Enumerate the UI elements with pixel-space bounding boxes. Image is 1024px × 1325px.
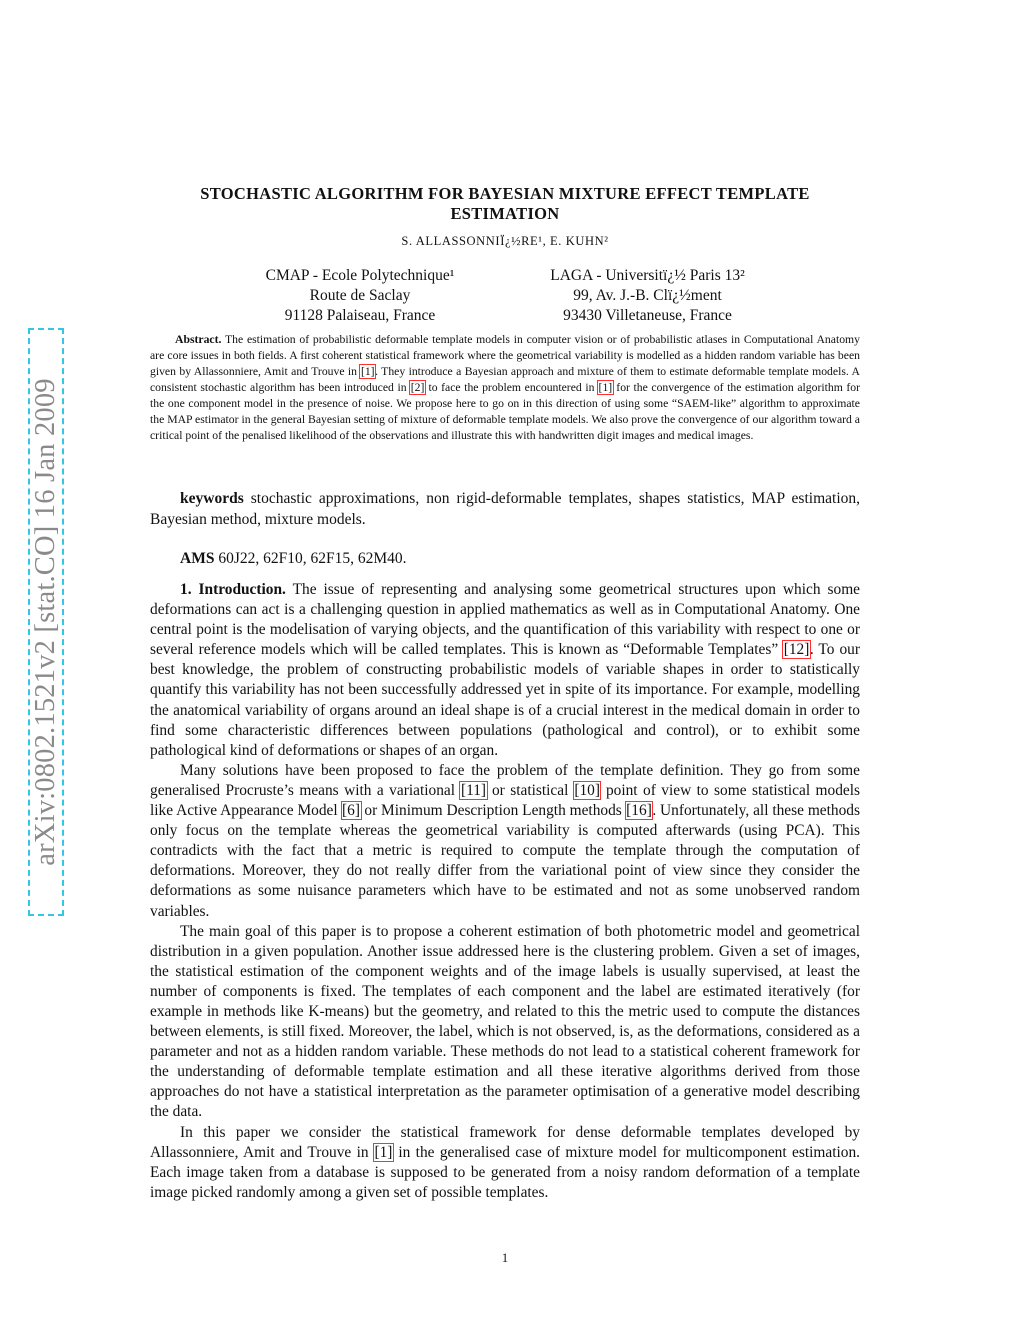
ams-label: AMS	[180, 550, 215, 567]
paragraph-text: in the generalised case of mixture model for multicomponent estimation. Each image taken from a database is supposed to be generated from a noisy random deformation of a template image picked randomly among a given set of possible templates.	[150, 1143, 860, 1201]
paragraph-text: The issue of representing and analysing some geometrical structures upon which some deformations can act is a challenging question in applied mathematics as well as in Computational Anatomy. One central point is the modelisation of varying objects, and the quantification of this variability with respect to one or several reference models which will be called templates. This is known as “Deformable Templates”	[150, 581, 860, 659]
citation-link[interactable]: [1]	[360, 365, 375, 378]
affiliation-left-line3: 91128 Palaiseau, France	[284, 307, 436, 324]
citation-link[interactable]: [16]	[626, 802, 652, 820]
citation-link[interactable]: [10]	[574, 781, 600, 799]
abstract-text: for the convergence of the estimation algorithm for the one component model in the presence of noise. We propose here to go on in this direction of using some “SAEM-like” algorithm to approximate the MAP estimator in the general Bayesian setting of mixture of deformable template models. We also prove the convergence of our algorithm toward a critical point of the penalised likelihood of the observations and illustrate this with handwritten digit images and medical images.	[150, 381, 861, 442]
paragraph-text: In this paper we consider the statistical framework for dense deformable templates developed by Allassonniere, Amit and Trouve in	[150, 1123, 860, 1161]
affiliation-right	[515, 266, 780, 326]
intro-paragraph	[150, 761, 860, 922]
affiliation-left-line1: CMAP - Ecole Polytechnique¹	[265, 267, 455, 284]
affiliation-right-line2: 99, Av. J.-B. Clï¿½ment	[573, 287, 722, 304]
page-number: 1	[501, 1251, 509, 1265]
citation-link[interactable]: [6]	[342, 802, 360, 820]
paragraph-text: Many solutions have been proposed to face the problem of the template definition. They go from some generalised Procruste’s means with a variational	[150, 761, 860, 799]
intro-paragraph	[150, 1123, 860, 1203]
arxiv-stamp-text: arXiv:0802.1521v2 [stat.CO] 16 Jan 2009	[30, 378, 61, 866]
keywords-label: keywords	[180, 490, 244, 507]
affiliation-left-line2: Route de Saclay	[309, 287, 411, 304]
citation-link[interactable]: [11]	[460, 781, 487, 799]
introduction-section	[150, 580, 860, 1203]
keywords-text: stochastic approximations, non rigid-deformable templates, shapes statistics, MAP estimation, Bayesian method, mixture models.	[150, 490, 861, 528]
paragraph-text: . Unfortunately, all these methods only focus on the template whereas the geometrical variability is computed afterwards (using PCA). This contradicts with the fact that a metric is required to compute the template through the computation of deformations. Moreover, they do not really differ from the variational point of view since they consider the deformations as some nuisance parameters which have to be estimated and not as some unobserved random variables.	[150, 802, 860, 920]
intro-paragraph	[150, 580, 860, 761]
citation-link[interactable]: [12]	[783, 641, 810, 659]
ams-section	[150, 548, 860, 569]
affiliation-left	[230, 266, 490, 326]
affiliation-right-line1: LAGA - Universitï¿½ Paris 13²	[550, 267, 745, 284]
paper-title: STOCHASTIC ALGORITHM FOR BAYESIAN MIXTURE EFFECT TEMPLATE ESTIMATION	[200, 184, 810, 223]
paragraph-text: . To our best knowledge, the problem of constructing probabilistic models of variable shapes in order to statistically quantify this variability has not been successfully addressed yet in spite of its importance. For example, modelling the anatomical variability of organs around an ideal shape is of a crucial interest in the medical domain in order to find some characteristic differences between populations (pathological and control), or to exhibit some pathological kind of deformations or shapes of an organ.	[150, 641, 860, 759]
abstract-heading: Abstract.	[175, 333, 222, 346]
paragraph-text: The main goal of this paper is to propose a coherent estimation of both photometric model and geometrical distribution in a given population. Another issue addressed here is the clustering problem. Given a set of images, the statistical estimation of the component weights and of the image labels is usually supervised, at least the number of components is fixed. The templates of each component and the label are estimated iteratively (for example in methods like K-means) but the geometry, and related to this the metric used to compute the distances between elements, is still fixed. Moreover, the label, which is not observed, is, as the deformations, considered as a parameter and not as a hidden random variable. These methods do not lead to a statistical coherent framework for the understanding of deformable template estimation and all these iterative algorithms derived from those approaches do not have a statistical interpretation as the parameter optimisation of a generative model describing the data.	[150, 922, 860, 1121]
citation-link[interactable]: [2]	[410, 381, 425, 394]
arxiv-stamp	[28, 328, 64, 916]
paragraph-text: or Minimum Description Length methods	[364, 802, 622, 820]
paragraph-text: or statistical	[491, 781, 569, 799]
abstract-text: . They introduce a Bayesian approach and mixture of them to estimate deformable template models. A consistent stochastic algorithm has been introduced in	[150, 365, 860, 394]
keywords-section	[150, 488, 860, 530]
abstract-text: to face the problem encountered in	[428, 381, 595, 394]
abstract	[150, 332, 860, 444]
paragraph-text: point of view to some statistical models like Active Appearance Model	[150, 781, 861, 820]
paper-authors: S. ALLASSONNIÏ¿½RE¹, E. KUHN²	[401, 234, 609, 248]
abstract-text: The estimation of probabilistic deformable template models in computer vision or of probabilistic atlases in Computational Anatomy are core issues in both fields. A first coherent statistical framework where the geometrical variability is modelled as a hidden random variable has been given by Allassonniere, Amit and Trouve in	[150, 333, 860, 378]
section-heading: 1. Introduction.	[180, 581, 286, 598]
ams-text: 60J22, 62F10, 62F15, 62M40.	[218, 550, 407, 567]
intro-paragraph	[150, 922, 860, 1123]
citation-link[interactable]: [1]	[374, 1143, 393, 1161]
citation-link[interactable]: [1]	[598, 381, 613, 394]
affiliation-right-line3: 93430 Villetaneuse, France	[563, 307, 732, 324]
